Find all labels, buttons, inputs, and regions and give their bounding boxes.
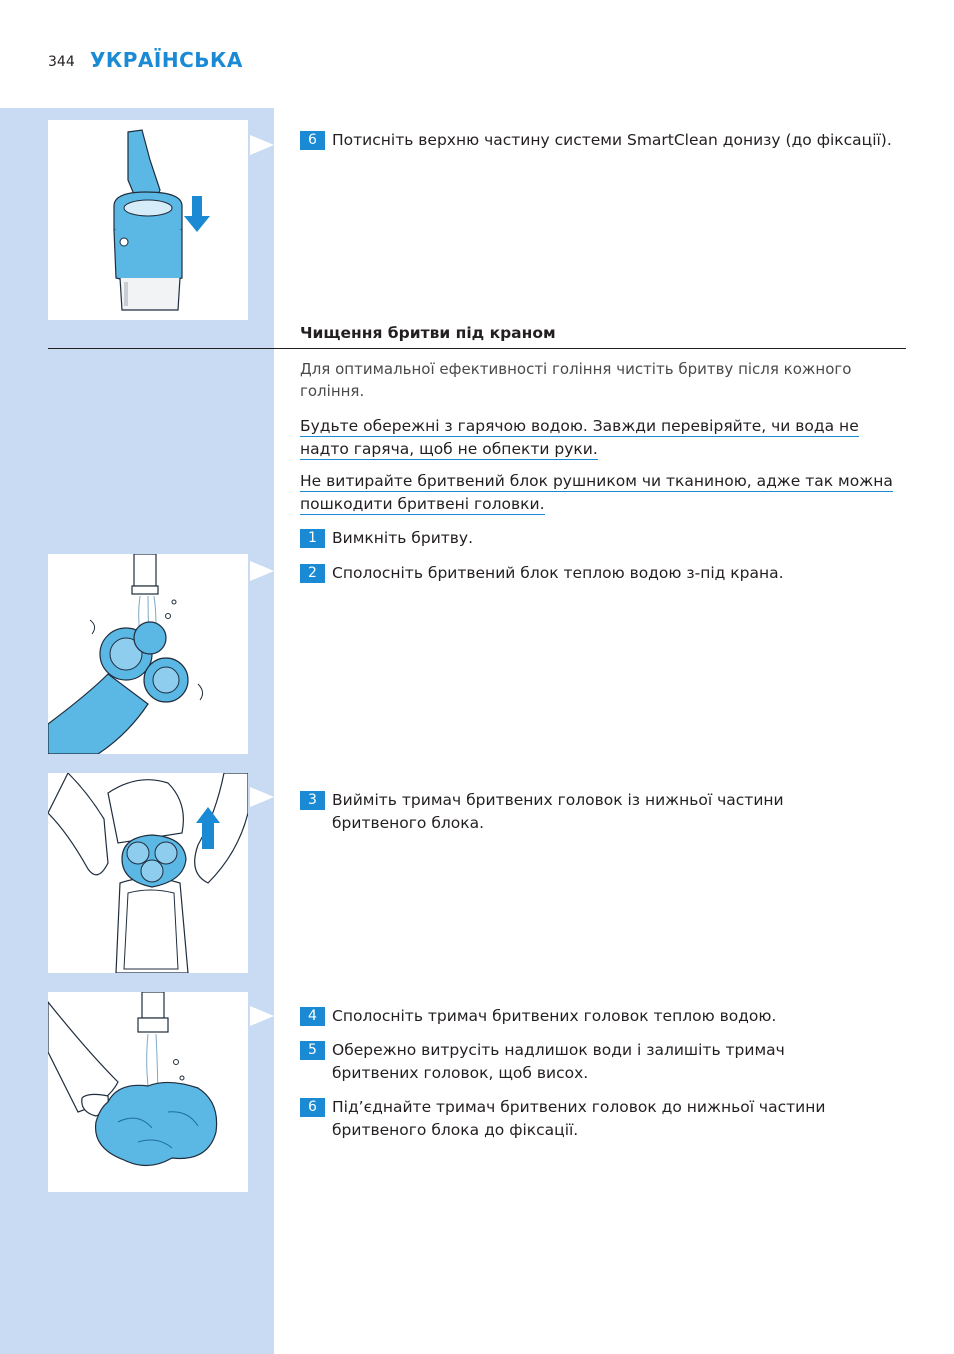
step-text: Сполосніть бритвений блок теплою водою з-під крана. [332,564,784,582]
rinse-shaving-head-holder-illustration [48,992,248,1192]
section-divider [48,348,906,349]
step-item [300,1039,820,1085]
step-text: Вимкніть бритву. [332,529,474,547]
smartclean-press-down-illustration [48,120,248,320]
rinse-shaving-unit-illustration [48,554,248,754]
step-number-badge: 3 [300,791,325,810]
step-item [300,527,910,550]
step-text: Обережно витрусіть надлишок води і залишіть тримач бритвених головок, щоб висох. [332,1041,785,1082]
sidebar-notch [250,1006,274,1026]
step-item [300,562,910,585]
step-item [300,1005,910,1028]
step-number-badge: 2 [300,564,325,583]
warning-text: Не витирайте бритвений блок рушником чи тканиною, адже так можна пошкодити бритвені головки. [300,472,893,513]
language-title: УКРАЇНСЬКА [90,48,243,72]
step-number-badge: 5 [300,1041,325,1060]
sidebar-notch [250,135,274,155]
step-text: Потисніть верхню частину системи SmartClean донизу (до фіксації). [332,131,892,149]
step-number-badge: 4 [300,1007,325,1026]
step-item [300,129,910,152]
step-item [300,789,820,835]
warning-text: Будьте обережні з гарячою водою. Завжди перевіряйте, чи вода не надто гаряча, щоб не обпекти руки. [300,417,859,458]
step-text: Сполосніть тримач бритвених головок теплою водою. [332,1007,777,1025]
page-number: 344 [48,54,75,70]
section-title: Чищення бритви під краном [300,324,556,342]
section-intro: Для оптимальної ефективності гоління чистіть бритву після кожного гоління. [300,360,852,400]
step-number-badge: 1 [300,529,325,548]
step-number-badge: 6 [300,131,325,150]
warning-note [300,415,910,461]
sidebar-notch [250,561,274,581]
step-item [300,1096,880,1142]
step-text: Під’єднайте тримач бритвених головок до нижньої частини бритвеного блока до фіксації. [332,1098,826,1139]
step-text: Вийміть тримач бритвених головок із нижньої частини бритвеного блока. [332,791,784,832]
step-number-badge: 6 [300,1098,325,1117]
warning-note [300,470,910,516]
remove-shaving-head-holder-illustration [48,773,248,973]
sidebar-notch [250,787,274,807]
